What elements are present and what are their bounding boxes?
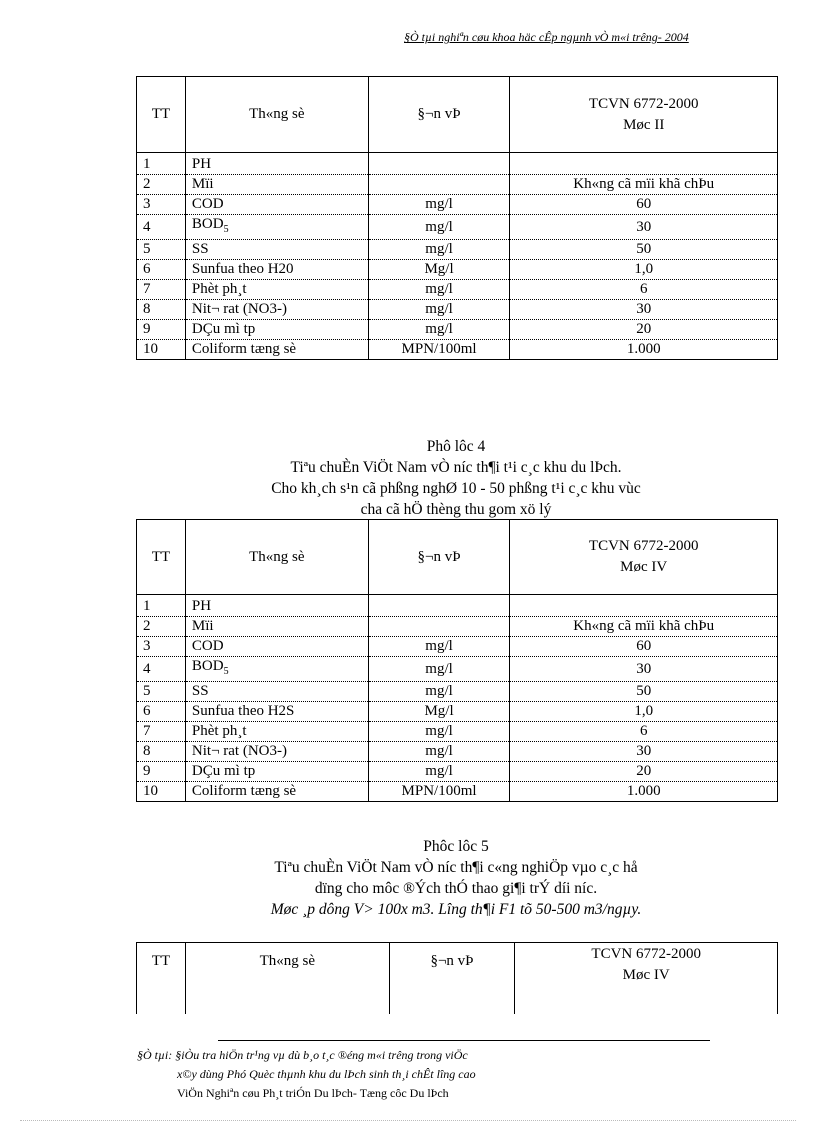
header-unit: §¬n vÞ: [368, 520, 510, 595]
appendix-5-caption: [136, 836, 776, 920]
standard-value: 6: [510, 280, 778, 300]
table-row: [137, 617, 778, 637]
row-number: 7: [137, 280, 186, 300]
parameter-name: [185, 682, 368, 702]
row-number: 5: [137, 240, 186, 260]
appendix-4-caption: [136, 436, 776, 520]
table-row: [137, 240, 778, 260]
parameter-label: PH: [191, 598, 212, 614]
row-number: 4: [137, 657, 186, 682]
parameter-label: SS: [191, 241, 209, 257]
table-row: [137, 595, 778, 617]
parameter-label: Mïi: [191, 618, 214, 634]
parameter-label: DÇu mì tp: [191, 321, 256, 337]
table-row: [137, 742, 778, 762]
parameter-label: Phèt ph¸t: [191, 281, 247, 297]
parameter-label: Mïi: [191, 176, 214, 192]
row-number: 10: [137, 782, 186, 802]
parameter-name: [185, 215, 368, 240]
header-standard-level: Møc IV: [622, 967, 670, 983]
parameter-name: [185, 195, 368, 215]
standard-value: 50: [510, 682, 778, 702]
standard-value: [510, 595, 778, 617]
unit: MPN/100ml: [368, 782, 510, 802]
table-row: [137, 175, 778, 195]
standard-value: Kh«ng cã mïi khã chÞu: [510, 175, 778, 195]
parameter-name: [185, 240, 368, 260]
appendix-4-title: Phô lôc 4: [426, 438, 486, 455]
table-row: [137, 260, 778, 280]
parameter-label: Phèt ph¸t: [191, 723, 247, 739]
parameter-name: [185, 637, 368, 657]
header-tt: TT: [137, 943, 186, 1015]
row-number: 1: [137, 153, 186, 175]
parameter-name: [185, 153, 368, 175]
parameter-label: COD: [191, 196, 224, 212]
standard-value: [510, 153, 778, 175]
header-standard: [510, 77, 778, 153]
appendix-4-line-2: Tiªu chuÈn ViÖt Nam vÒ níc th¶i t¹i c¸c khu du lÞch.: [290, 459, 622, 476]
parameter-subscript: 5: [223, 224, 229, 235]
footnote: [137, 1046, 476, 1103]
header-standard: [510, 520, 778, 595]
standard-value: 6: [510, 722, 778, 742]
parameter-label: Sunfua theo H20: [191, 261, 294, 277]
footnote-divider: [218, 1040, 710, 1041]
table-row: [137, 195, 778, 215]
unit: mg/l: [368, 682, 510, 702]
header-standard: [515, 943, 778, 1015]
row-number: 8: [137, 742, 186, 762]
row-number: 3: [137, 195, 186, 215]
unit: MPN/100ml: [368, 340, 510, 360]
unit: mg/l: [368, 280, 510, 300]
table-row: [137, 280, 778, 300]
row-number: 10: [137, 340, 186, 360]
parameter-label: Nit¬ rat (NO3-): [191, 743, 288, 759]
parameter-name: [185, 175, 368, 195]
parameter-name: [185, 617, 368, 637]
unit: [368, 595, 510, 617]
row-number: 2: [137, 617, 186, 637]
unit: [368, 153, 510, 175]
parameter-name: [185, 742, 368, 762]
parameter-name: [185, 300, 368, 320]
row-number: 4: [137, 215, 186, 240]
parameter-name: [185, 762, 368, 782]
parameter-label: SS: [191, 683, 209, 699]
unit: mg/l: [368, 300, 510, 320]
table-row: [137, 782, 778, 802]
standard-value: 60: [510, 195, 778, 215]
table-effluent-standard-level-4: [136, 519, 778, 802]
unit: [368, 175, 510, 195]
header-parameter: Th«ng sè: [185, 943, 389, 1015]
unit: mg/l: [368, 742, 510, 762]
table-row: [137, 300, 778, 320]
appendix-5-line-2: Tiªu chuÈn ViÖt Nam vÒ níc th¶i c«ng nghiÖp vµo c¸c hå: [274, 859, 638, 876]
standard-value: 30: [510, 300, 778, 320]
parameter-subscript: 5: [223, 666, 229, 677]
row-number: 2: [137, 175, 186, 195]
parameter-label: PH: [191, 156, 212, 172]
standard-value: Kh«ng cã mïi khã chÞu: [510, 617, 778, 637]
row-number: 8: [137, 300, 186, 320]
parameter-name: [185, 722, 368, 742]
parameter-name: [185, 260, 368, 280]
row-number: 9: [137, 320, 186, 340]
standard-value: 1,0: [510, 260, 778, 280]
row-number: 5: [137, 682, 186, 702]
unit: Mg/l: [368, 260, 510, 280]
row-number: 3: [137, 637, 186, 657]
row-number: 6: [137, 702, 186, 722]
table-row: [137, 215, 778, 240]
table-row: [137, 637, 778, 657]
header-standard-level: Møc IV: [620, 559, 668, 575]
header-standard-code: TCVN 6772-2000: [588, 538, 699, 554]
unit: mg/l: [368, 215, 510, 240]
header-standard-level: Møc II: [623, 116, 665, 133]
standard-value: 30: [510, 742, 778, 762]
unit: mg/l: [368, 637, 510, 657]
footnote-line-2: x©y dùng Phó Quèc thµnh khu du lÞch sinh th¸i chÊt lîng cao: [177, 1067, 476, 1081]
header-tt: TT: [137, 77, 186, 153]
parameter-label: Sunfua theo H2S: [191, 703, 295, 719]
standard-value: 60: [510, 637, 778, 657]
header-parameter: Th«ng sè: [185, 77, 368, 153]
parameter-name: [185, 657, 368, 682]
table-row: [137, 682, 778, 702]
parameter-name: [185, 595, 368, 617]
standard-value: 20: [510, 320, 778, 340]
unit: mg/l: [368, 320, 510, 340]
parameter-label: Coliform tæng sè: [191, 783, 297, 799]
unit: mg/l: [368, 195, 510, 215]
table-industrial-effluent-standard: [136, 942, 778, 1014]
parameter-label: BOD: [191, 658, 224, 674]
header-parameter: Th«ng sè: [185, 520, 368, 595]
appendix-5-title: Phôc lôc 5: [423, 838, 489, 855]
parameter-name: [185, 782, 368, 802]
page-bottom-divider: [20, 1120, 796, 1121]
appendix-5-line-3: dïng cho môc ®Ých thÓ thao gi¶i trÝ díi níc.: [314, 880, 598, 897]
parameter-label: BOD: [191, 216, 224, 232]
unit: mg/l: [368, 722, 510, 742]
table-row: [137, 702, 778, 722]
table-row: [137, 320, 778, 340]
header-unit: §¬n vÞ: [368, 77, 510, 153]
standard-value: 1.000: [510, 782, 778, 802]
parameter-name: [185, 702, 368, 722]
standard-value: 30: [510, 215, 778, 240]
unit: mg/l: [368, 240, 510, 260]
parameter-label: Nit¬ rat (NO3-): [191, 301, 288, 317]
header-standard-code: TCVN 6772-2000: [591, 946, 701, 962]
standard-value: 30: [510, 657, 778, 682]
parameter-name: [185, 280, 368, 300]
parameter-label: COD: [191, 638, 224, 654]
appendix-4-line-4: cha cã hÖ thèng thu gom xö lý: [360, 501, 552, 518]
parameter-name: [185, 320, 368, 340]
unit: [368, 617, 510, 637]
header-tt: TT: [137, 520, 186, 595]
table-effluent-standard-level-2: [136, 76, 778, 360]
footnote-line-1: §Ò tµi: §iÒu tra hiÖn tr¹ng vµ dù b¸o t¸c ®éng m«i trêng trong viÖc: [137, 1048, 468, 1062]
standard-value: 1.000: [510, 340, 778, 360]
row-number: 6: [137, 260, 186, 280]
standard-value: 50: [510, 240, 778, 260]
table-row: [137, 340, 778, 360]
table-row: [137, 657, 778, 682]
appendix-4-line-3: Cho kh¸ch s¹n cã phßng nghØ 10 - 50 phßng t¹i c¸c khu vùc: [271, 480, 641, 497]
appendix-5-line-4: Møc ¸p dông V> 100x m3. Lîng th¶i F1 tõ 50-500 m3/ngµy.: [270, 901, 642, 918]
parameter-label: Coliform tæng sè: [191, 341, 297, 357]
header-unit: §¬n vÞ: [389, 943, 515, 1015]
unit: mg/l: [368, 762, 510, 782]
row-number: 9: [137, 762, 186, 782]
unit: Mg/l: [368, 702, 510, 722]
table-row: [137, 762, 778, 782]
standard-value: 20: [510, 762, 778, 782]
row-number: 7: [137, 722, 186, 742]
row-number: 1: [137, 595, 186, 617]
header-standard-code: TCVN 6772-2000: [588, 95, 699, 112]
page-header: §Ò tµi nghiªn cøu khoa häc cÊp ngµnh vÒ m«i trêng- 2004: [404, 30, 689, 44]
footnote-line-3: ViÖn Nghiªn cøu Ph¸t triÓn Du lÞch- Tæng côc Du lÞch: [177, 1086, 449, 1100]
parameter-label: DÇu mì tp: [191, 763, 256, 779]
table-row: [137, 153, 778, 175]
table-row: [137, 722, 778, 742]
standard-value: 1,0: [510, 702, 778, 722]
parameter-name: [185, 340, 368, 360]
unit: mg/l: [368, 657, 510, 682]
